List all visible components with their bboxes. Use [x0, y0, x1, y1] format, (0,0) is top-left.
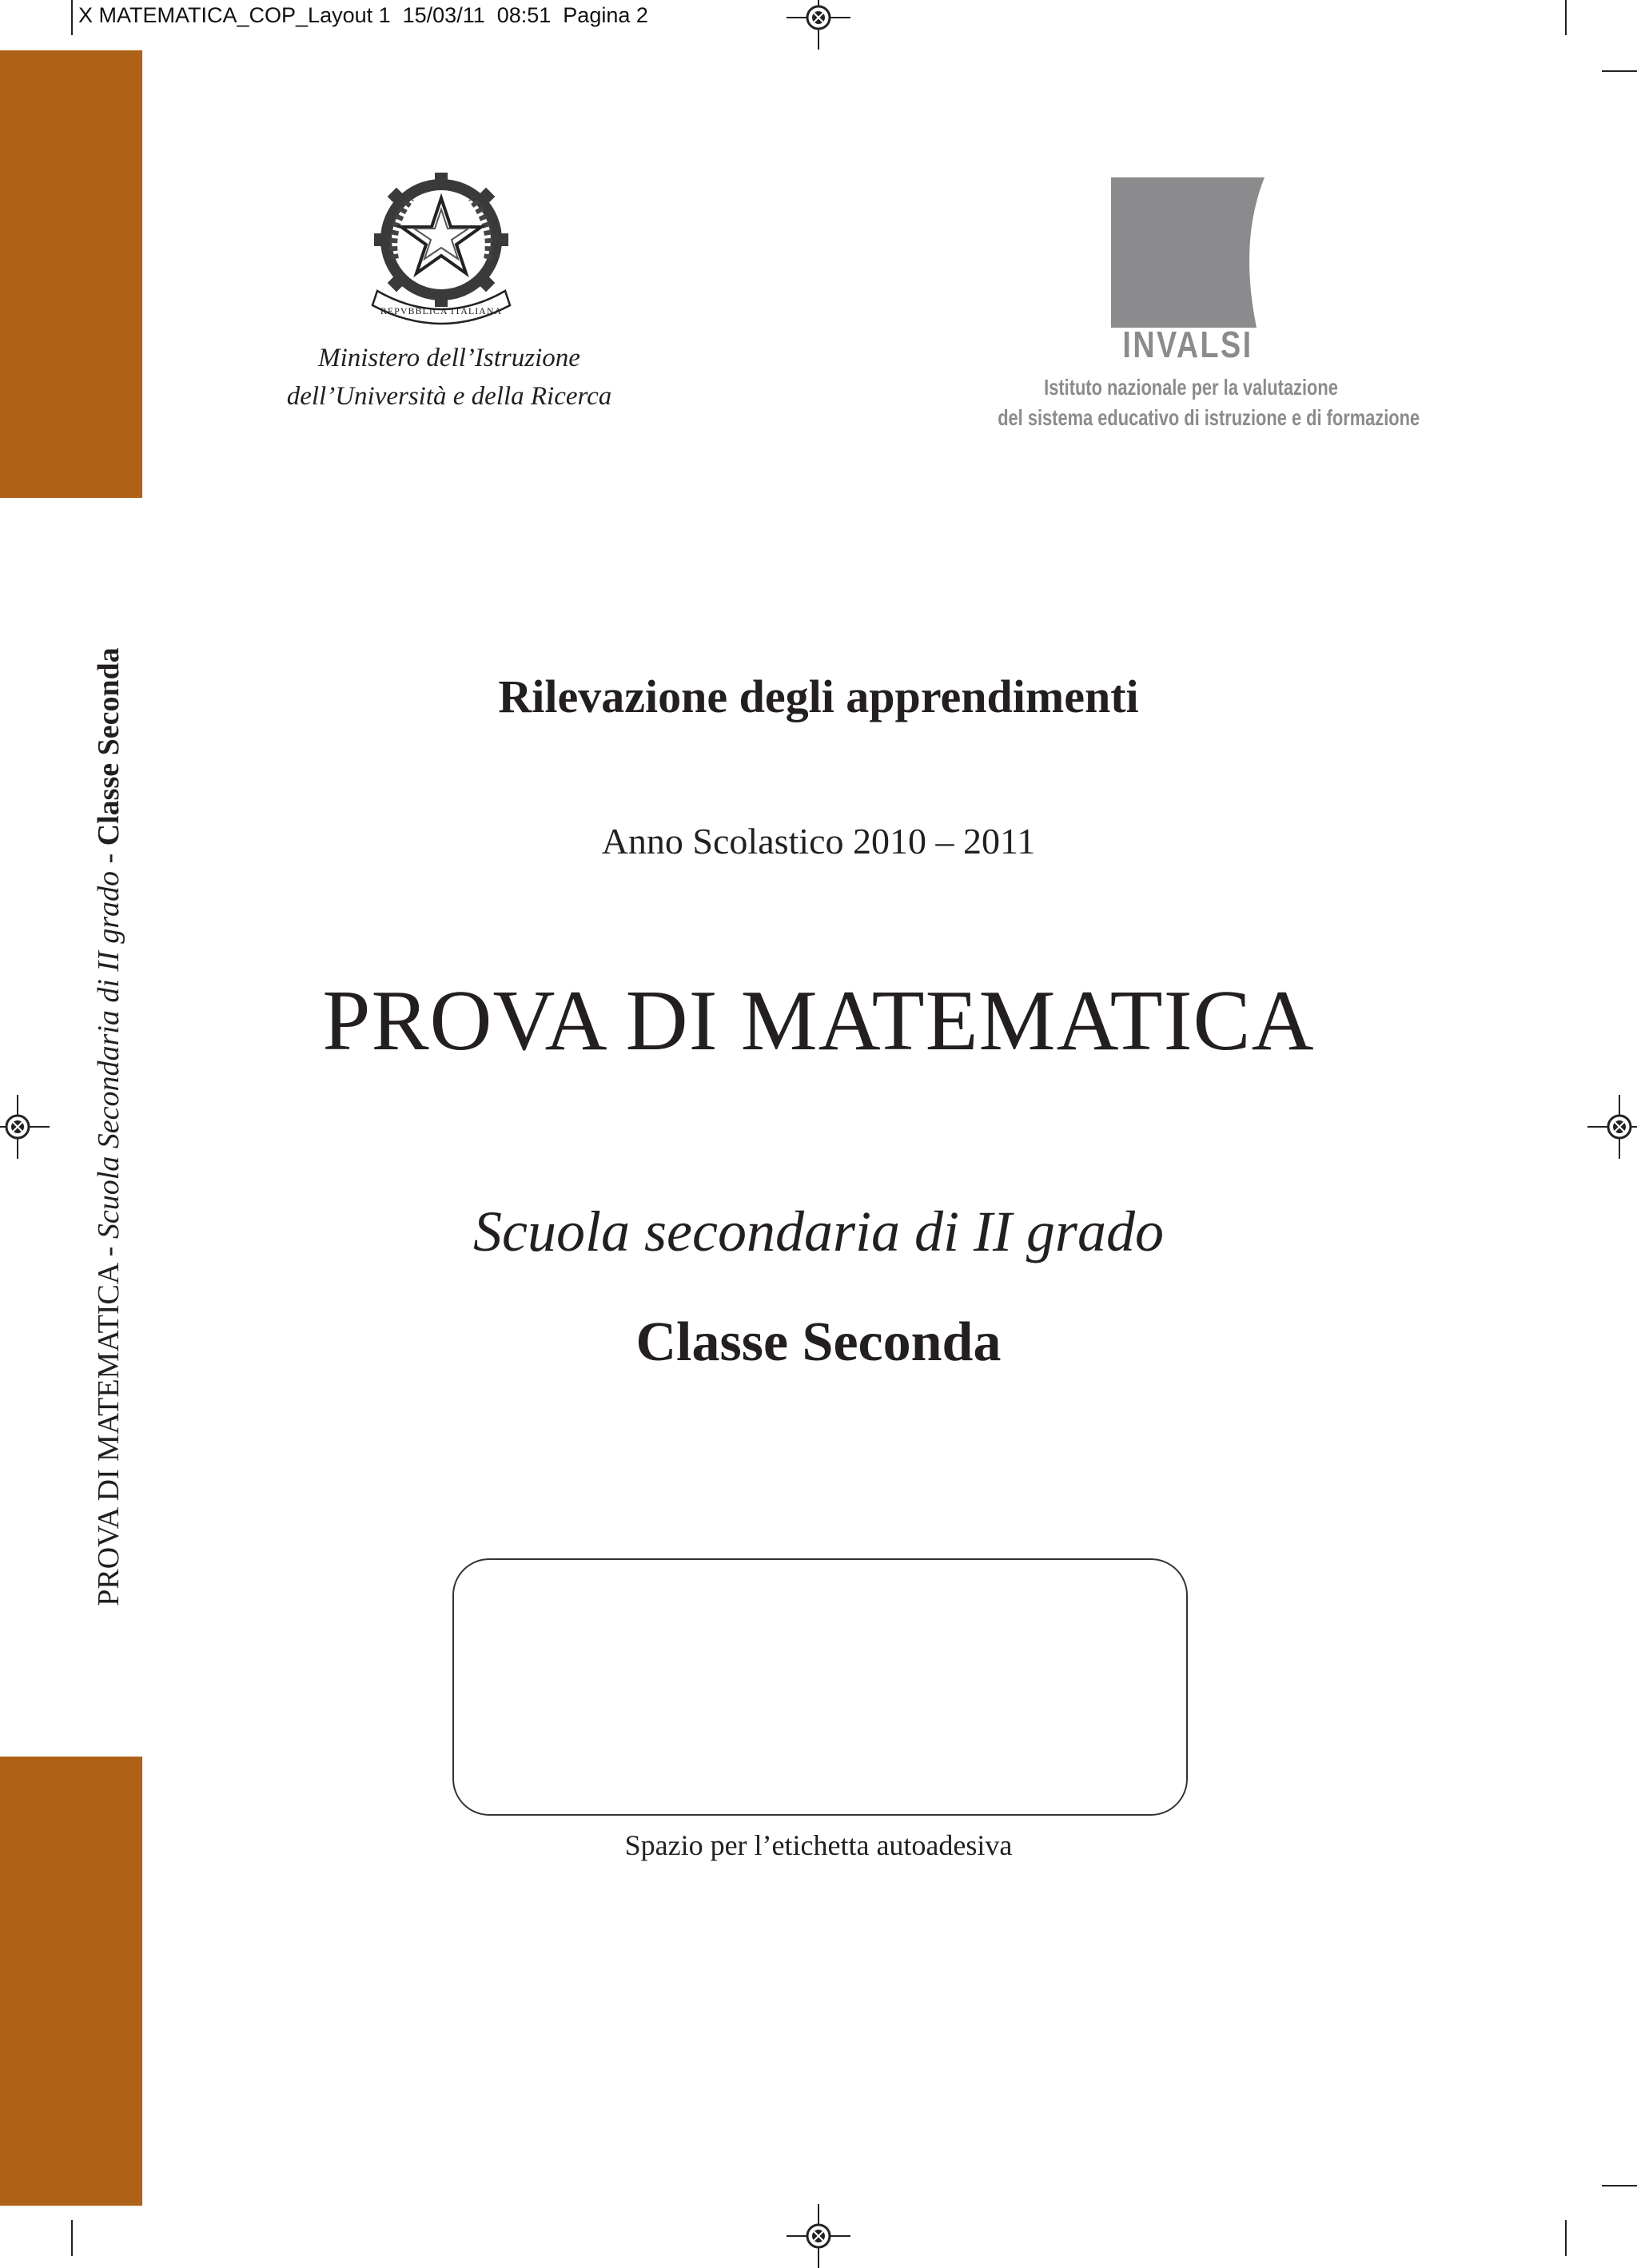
crop-mark-bottom-right — [1565, 2220, 1567, 2256]
side-band-top — [0, 50, 142, 498]
registration-mark-bottom-icon — [787, 2204, 850, 2268]
ministry-line-2: dell’Università e della Ricerca — [286, 382, 612, 411]
school-year: Anno Scolastico 2010 – 2011 — [601, 821, 1036, 861]
slug-line: X MATEMATICA_COP_Layout 1 15/03/11 08:51 Pagina 2 — [78, 3, 648, 27]
ministry-line-1: Ministero dell’Istruzione — [318, 344, 580, 372]
sticker-label-caption: Spazio per l’etichetta autoadesiva — [624, 1829, 1013, 1861]
ministry-name — [249, 339, 649, 416]
spine-part-2: Scuola Secondaria di II grado — [92, 870, 125, 1239]
spine-part-4: Classe Seconda — [92, 647, 125, 846]
invalsi-name: INVALSI — [1122, 324, 1253, 365]
registration-mark-right-icon — [1587, 1095, 1637, 1159]
school-level: Scuola secondaria di II grado — [473, 1200, 1164, 1263]
spine-text — [91, 647, 126, 1606]
crop-mark-right-top — [1602, 70, 1637, 72]
registration-mark-left-icon — [0, 1095, 50, 1159]
invalsi-logo-icon — [1111, 177, 1265, 329]
class-name: Classe Seconda — [635, 1311, 1002, 1373]
crop-mark-top-right — [1565, 0, 1567, 35]
sticker-label-box — [452, 1558, 1188, 1816]
spine-part-1: PROVA DI MATEMATICA - — [92, 1239, 125, 1606]
survey-title: Rilevazione degli apprendimenti — [498, 670, 1139, 722]
invalsi-subtitle — [998, 372, 1420, 433]
crop-mark-bottom-left — [71, 2220, 73, 2256]
emblem-ribbon-text: REPVBBLICA ITALIANA — [380, 305, 503, 316]
spine-part-3: - — [92, 846, 125, 871]
main-title: PROVA DI MATEMATICA — [322, 973, 1315, 1068]
side-band-bottom — [0, 1757, 142, 2206]
registration-mark-top-icon — [787, 0, 850, 50]
crop-mark-top-left — [71, 0, 73, 35]
invalsi-subtitle-line-1: Istituto nazionale per la valutazione — [1044, 375, 1338, 400]
crop-mark-right-bottom — [1602, 2185, 1637, 2186]
invalsi-subtitle-line-2: del sistema educativo di istruzione e di formazione — [998, 405, 1420, 430]
